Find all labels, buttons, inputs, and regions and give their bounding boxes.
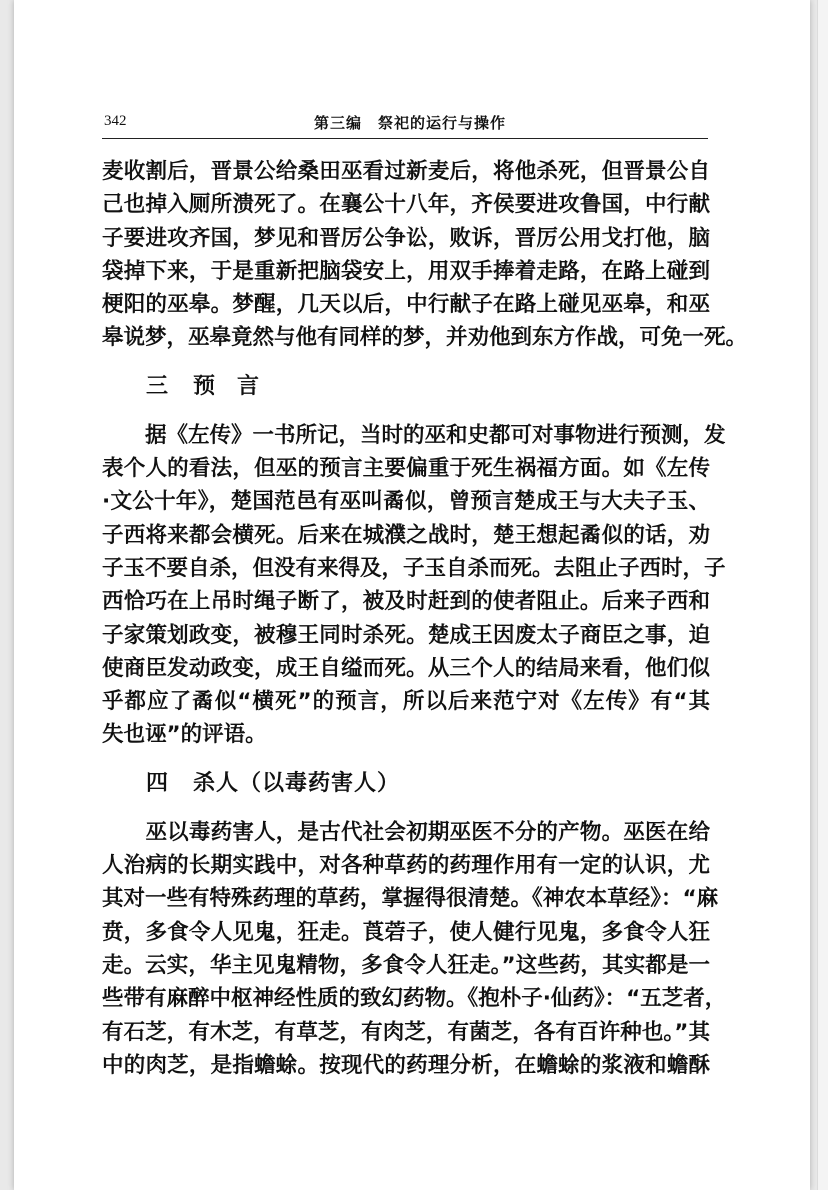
text-line: 些带有麻醉中枢神经性质的致幻药物。《抱朴子·仙药》：“五芝者，: [102, 986, 727, 1012]
text-line: 梗阳的巫皋。梦醒，几天以后，中行献子在路上碰见巫皋，和巫: [102, 292, 710, 318]
paragraph-2: [102, 419, 726, 752]
text-line: 有石芝，有木芝，有草芝，有肉芝，有菌芝，各有百许种也。”其: [102, 1019, 710, 1045]
page-body: [102, 155, 748, 1082]
running-title: 第三编 祭祀的运行与操作: [314, 114, 507, 132]
paragraph-3: [102, 816, 727, 1082]
text-line: 失也诬”的评语。: [102, 722, 267, 748]
paragraph-1: [102, 155, 748, 355]
text-line: 麦收割后，晋景公给桑田巫看过新麦后，将他杀死，但晋景公自: [102, 159, 710, 184]
page-header: [102, 111, 708, 137]
text-line: 使商臣发动政变，成王自缢而死。从三个人的结局来看，他们似: [102, 655, 710, 681]
text-line: 巫以毒药害人，是古代社会初期巫医不分的产物。巫医在给: [102, 819, 710, 845]
text-line: 子西将来都会横死。后来在城濮之战时，楚王想起矞似的话，劝: [102, 522, 710, 548]
section-heading-prophecy: [102, 355, 710, 419]
book-page: [14, 0, 810, 1190]
text-line: 乎都应了矞似“横死”的预言，所以后来范宁对《左传》有“其: [102, 689, 710, 715]
text-line: 贲，多食令人见鬼，狂走。莨菪子，使人健行见鬼，多食令人狂: [102, 919, 710, 945]
section-number: 三: [146, 373, 170, 399]
section-title: 杀人（以毒药害人）: [193, 770, 401, 796]
text-line: 表个人的看法，但巫的预言主要偏重于死生祸福方面。如《左传: [102, 456, 710, 482]
text-line: 中的肉芝，是指蟾蜍。按现代的药理分析，在蟾蜍的浆液和蟾酥: [102, 1052, 710, 1078]
text-line: 皋说梦，巫皋竟然与他有同样的梦，并劝他到东方作战，可免一死。: [102, 325, 748, 351]
page-number: 342: [104, 113, 127, 129]
viewer-edge: [817, 0, 828, 1190]
text-line: 走。云实，华主见鬼精物，多食令人狂走。”这些药，其实都是一: [102, 952, 710, 978]
text-line: 人治病的长期实践中，对各种草药的药理作用有一定的认识，尤: [102, 853, 710, 879]
text-line: 子家策划政变，被穆王同时杀死。楚成王因废太子商臣之事，迫: [102, 622, 710, 648]
section-heading-poisoning: [102, 752, 710, 816]
text-line: 西恰巧在上吊时绳子断了，被及时赶到的使者阻止。后来子西和: [102, 589, 710, 615]
text-line: 子玉不要自杀，但没有来得及，子玉自杀而死。去阻止子西时，子: [102, 555, 726, 581]
section-number: 四: [146, 770, 170, 796]
text-line: 子要进攻齐国，梦见和晋厉公争讼，败诉，晋厉公用戈打他，脑: [102, 225, 710, 251]
header-rule: [102, 138, 708, 139]
text-line: 己也掉入厕所溃死了。在襄公十八年，齐侯要进攻鲁国，中行献: [102, 192, 710, 218]
text-line: 其对一些有特殊药理的草药，掌握得很清楚。《神农本草经》：“麻: [102, 886, 719, 912]
text-line: 据《左传》一书所记，当时的巫和史都可对事物进行预测，发: [102, 422, 726, 448]
text-line: 袋掉下来，于是重新把脑袋安上，用双手捧着走路，在路上碰到: [102, 258, 710, 284]
section-title: 预言: [193, 373, 282, 399]
text-line: ·文公十年》，楚国范邑有巫叫矞似，曾预言楚成王与大夫子玉、: [102, 489, 710, 515]
